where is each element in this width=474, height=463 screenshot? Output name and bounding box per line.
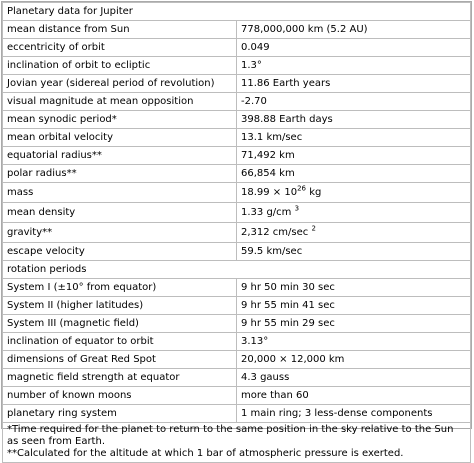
table-row-gravity <box>3 223 471 243</box>
row-value: $18.99 \times 10^{26}$ kg <box>237 183 471 203</box>
row-label: System III (magnetic field) <box>3 315 237 333</box>
footnote-2: **Calculated for the altitude at which 1 bar of atmospheric pressure is exerted. <box>7 448 404 459</box>
row-label: magnetic field strength at equator <box>3 369 237 387</box>
table-row <box>3 147 471 165</box>
table-row <box>3 75 471 93</box>
table-row-density <box>3 203 471 223</box>
table-row-escape <box>3 243 471 261</box>
table-row <box>3 21 471 39</box>
row-value: 398.88 Earth days <box>237 111 471 129</box>
table-row <box>3 279 471 297</box>
table-row <box>3 351 471 369</box>
rotation-header-row <box>3 261 471 279</box>
row-value: 66,854 km <box>237 165 471 183</box>
row-label: Jovian year (sidereal period of revolution) <box>3 75 237 93</box>
table-title-row <box>3 3 471 21</box>
row-label: eccentricity of orbit <box>3 39 237 57</box>
row-value: 9 hr 50 min 30 sec <box>237 279 471 297</box>
row-value: 2,312 cm/sec $^2$ <box>237 223 471 243</box>
row-label: mean synodic period* <box>3 111 237 129</box>
row-value: 1.33 g/cm $^3$ <box>237 203 471 223</box>
row-label: planetary ring system <box>3 405 237 423</box>
table-row <box>3 111 471 129</box>
row-value: 0.049 <box>237 39 471 57</box>
planetary-data-table <box>2 2 471 463</box>
table-title: Planetary data for Jupiter <box>3 3 471 21</box>
row-label: System I (±10° from equator) <box>3 279 237 297</box>
table-row <box>3 297 471 315</box>
row-label: mean orbital velocity <box>3 129 237 147</box>
row-label: System II (higher latitudes) <box>3 297 237 315</box>
row-label: escape velocity <box>3 243 237 261</box>
table-row <box>3 369 471 387</box>
row-value: 4.3 gauss <box>237 369 471 387</box>
table-row <box>3 315 471 333</box>
row-value: 9 hr 55 min 41 sec <box>237 297 471 315</box>
table-row <box>3 129 471 147</box>
row-value: 20,000 × 12,000 km <box>237 351 471 369</box>
row-label: mean density <box>3 203 237 223</box>
row-value: 71,492 km <box>237 147 471 165</box>
row-value: 778,000,000 km (5.2 AU) <box>237 21 471 39</box>
table-row <box>3 39 471 57</box>
row-value: 1 main ring; 3 less-dense components <box>237 405 471 423</box>
row-label: polar radius** <box>3 165 237 183</box>
row-value: 11.86 Earth years <box>237 75 471 93</box>
table-row <box>3 405 471 423</box>
row-value: more than 60 <box>237 387 471 405</box>
row-value: 1.3° <box>237 57 471 75</box>
footnote-1: *Time required for the planet to return to the same position in the sky relative to the Sun as seen from Earth. <box>7 424 454 447</box>
table-row-mass <box>3 183 471 203</box>
jupiter-data-table-container <box>1 1 472 459</box>
table-row <box>3 57 471 75</box>
row-label: number of known moons <box>3 387 237 405</box>
footnotes-row <box>3 423 471 463</box>
table-row <box>3 387 471 405</box>
row-label: gravity** <box>3 223 237 243</box>
row-label: inclination of orbit to ecliptic <box>3 57 237 75</box>
row-value: 9 hr 55 min 29 sec <box>237 315 471 333</box>
footnotes <box>3 423 471 463</box>
row-label: mean distance from Sun <box>3 21 237 39</box>
row-value: 13.1 km/sec <box>237 129 471 147</box>
row-value: 59.5 km/sec <box>237 243 471 261</box>
row-label: inclination of equator to orbit <box>3 333 237 351</box>
row-value: 3.13° <box>237 333 471 351</box>
row-label: mass <box>3 183 237 203</box>
row-label: equatorial radius** <box>3 147 237 165</box>
row-label: visual magnitude at mean opposition <box>3 93 237 111</box>
row-value: -2.70 <box>237 93 471 111</box>
table-row <box>3 93 471 111</box>
row-label: dimensions of Great Red Spot <box>3 351 237 369</box>
table-row <box>3 165 471 183</box>
table-row <box>3 333 471 351</box>
rotation-periods-header: rotation periods <box>3 261 471 279</box>
